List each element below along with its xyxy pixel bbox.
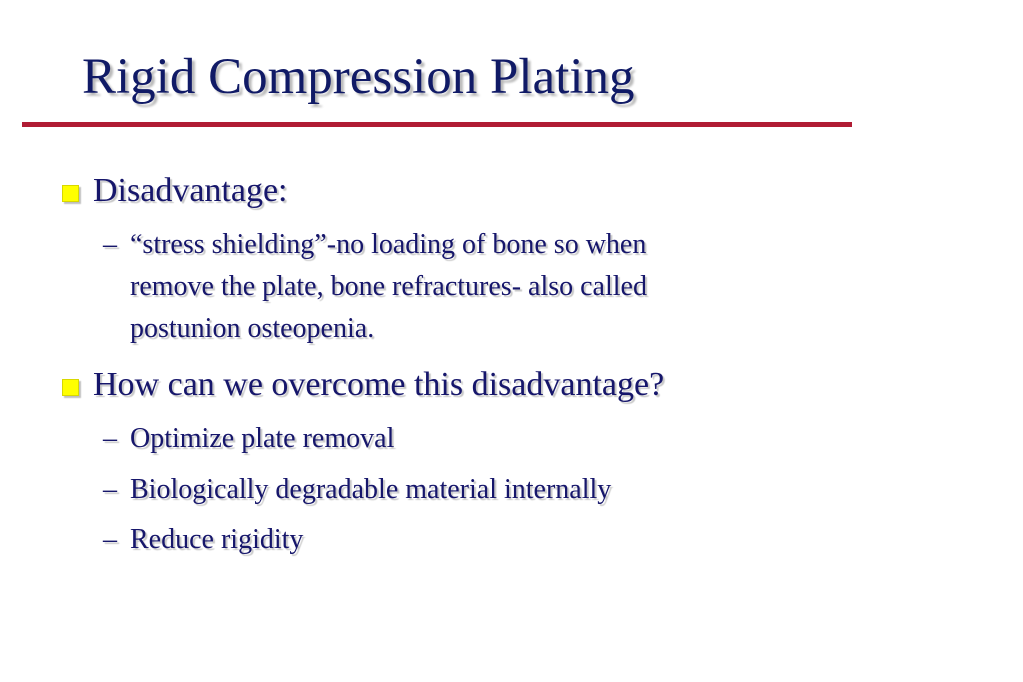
subitem-optimize-plate-removal [103, 418, 394, 460]
dash-marker: – [103, 524, 117, 555]
subitem-text [130, 469, 611, 511]
subitem-line: remove the plate, bone refractures- also called [130, 271, 647, 302]
subitem-reduce-rigidity [103, 519, 303, 561]
subitem-text [130, 519, 303, 561]
slide-title: Rigid Compression Plating [82, 49, 635, 105]
bullet-text: Disadvantage: [93, 172, 288, 209]
bullet-text: How can we overcome this disadvantage? [93, 366, 665, 403]
dash-marker: – [103, 474, 117, 505]
subitem-biologically-degradable [103, 469, 611, 511]
subitem-line: “stress shielding”-no loading of bone so when [130, 229, 647, 260]
subitem-line: Optimize plate removal [130, 423, 395, 454]
subitem-text [130, 224, 647, 350]
bullet-item-overcome [62, 366, 664, 404]
subitem-stress-shielding [103, 224, 647, 350]
yellow-square-bullet-icon [62, 379, 79, 396]
dash-marker: – [103, 229, 117, 260]
yellow-square-bullet-icon [62, 185, 79, 202]
subitem-line: Reduce rigidity [130, 524, 304, 555]
subitem-line: postunion osteopenia. [130, 313, 375, 344]
dash-marker: – [103, 423, 117, 454]
bullet-item-disadvantage [62, 172, 288, 210]
title-divider [22, 122, 852, 127]
subitem-line: Biologically degradable material internally [130, 474, 612, 505]
subitem-text [130, 418, 394, 460]
